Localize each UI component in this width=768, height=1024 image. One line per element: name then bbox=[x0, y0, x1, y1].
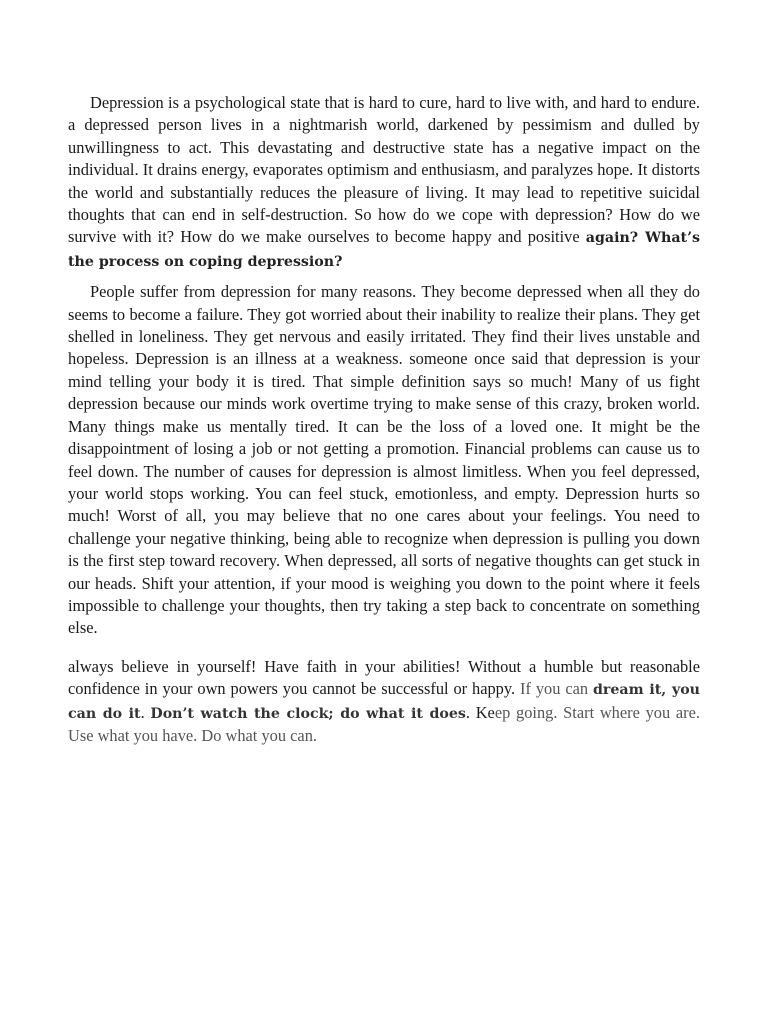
paragraph-causes-text: People suffer from depression for many reasons. They become depressed when all they do seems to become a failure. They got worried about their inability to realize their plans. They get shelled in loneliness. They get nervous and easily irritated. They find their lives unstable and hopeless. Depression is an illness at a weakness. someone once said that depression is your mind telling your body it is tired. That simple definition says so much! Many of us fight depression because our minds work overtime trying to make sense of this crazy, broken world. Many things make us mentally tired. It can be the loss of a loved one. It might be the disappointment of losing a job or not getting a promotion. Financial problems can cause us to feel down. The number of causes for depression is almost limitless. When you feel depressed, your world stops working. You can feel stuck, emotionless, and empty. Depression hurts so much! Worst of all, you may believe that no one cares about your feelings. You need to challenge your negative thinking, being able to recognize when depression is pulling you down is the first step toward recovery. When depressed, all sorts of negative thoughts can get stuck in our heads. Shift your attention, if your mood is weighing you down to the point where it feels impossible to challenge your thoughts, then try taking a step back to concentrate on something else. bbox=[68, 282, 700, 638]
quote-separator-2: . Ke bbox=[465, 702, 495, 722]
paragraph-intro bbox=[68, 92, 700, 273]
paragraph-encouragement-text: always believe in yourself! Have faith in your abilities! Without a humble but reasonable confidence in your own powers you cannot be successful or happy. bbox=[68, 656, 700, 699]
quote-watch-clock: Don’t watch the clock; do what it does bbox=[150, 705, 466, 722]
paragraph-encouragement bbox=[68, 656, 700, 748]
quote-lead-in: If you can bbox=[520, 679, 593, 699]
quote-dream-it: dream it, you can do it bbox=[68, 682, 700, 722]
paragraph-intro-text: Depression is a psychological state that is hard to cure, hard to live with, and hard to endure. a depressed person lives in a nightmarish world, darkened by pessimism and dulled by unwillingness to act. This devastating and destructive state has a negative impact on the individual. It drains energy, evaporates optimism and enthusiasm, and paralyzes hope. It distorts the world and substantially reduces the pleasure of living. It may lead to repetitive suicidal thoughts that can end in self-destruction. So how do we cope with depression? How do we survive with it? How do we make ourselves to become happy and positive bbox=[68, 93, 700, 247]
quote-keep-going: ep going. Start where you are. Use what you have. Do what you can. bbox=[68, 702, 700, 745]
paragraph-causes bbox=[68, 281, 700, 640]
document-page bbox=[68, 92, 700, 747]
quote-separator-1: . bbox=[140, 702, 151, 722]
paragraph-intro-bold-question: again? What’s the process on coping depression? bbox=[68, 230, 700, 270]
